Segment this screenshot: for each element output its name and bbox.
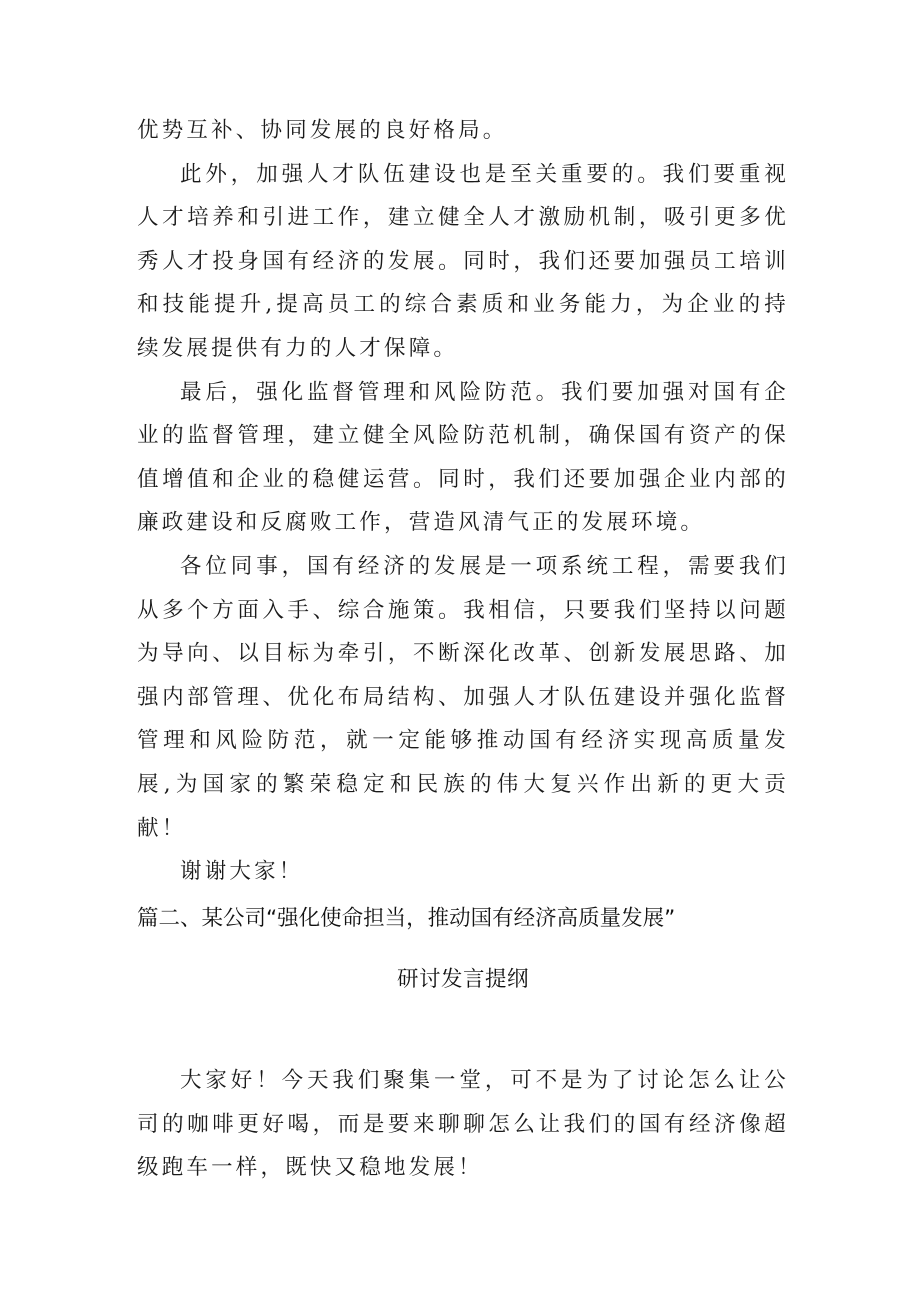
section-2-body: [137, 1059, 789, 1190]
section-2-title-line-1: 篇二、某公司“强化使命担当，推动国有经济高质量发展”: [137, 906, 676, 931]
continuation-paragraph: 优势互补、协同发展的良好格局。: [137, 118, 508, 143]
section-1-body: [137, 109, 789, 894]
section-2-title-line-2: 研讨发言提纲: [396, 967, 529, 992]
paragraph-talent-building: 此外，加强人才队伍建设也是至关重要的。我们要重视人才培养和引进工作，建立健全人才激励机制，吸引更多优秀人才投身国有经济的发展。同时，我们还要加强员工培训和技能提升,提高员工的综合素质和业务能力，为企业的持续发展提供有力的人才保障。: [137, 161, 789, 361]
paragraph-greeting: 大家好！今天我们聚集一堂，可不是为了讨论怎么让公司的咖啡更好喝，而是要来聊聊怎么让我们的国有经济像超级跑车一样，既快又稳地发展！: [137, 1068, 789, 1181]
paragraph-thanks: 谢谢大家！: [180, 859, 304, 885]
paragraph-supervision-risk: 最后，强化监督管理和风险防范。我们要加强对国有企业的监督管理，建立健全风险防范机制，确保国有资产的保值增值和企业的稳健运营。同时，我们还要加强企业内部的廉政建设和反腐败工作，营造风清气正的发展环境。: [137, 379, 789, 536]
paragraph-conclusion: 各位同事，国有经济的发展是一项系统工程，需要我们从多个方面入手、综合施策。我相信，只要我们坚持以问题为导向、以目标为牵引，不断深化改革、创新发展思路、加强内部管理、优化布局结构、加强人才队伍建设并强化监督管理和风险防范，就一定能够推动国有经济实现高质量发展,为国家的繁荣稳定和民族的伟大复兴作出新的更大贡献！: [137, 553, 789, 841]
